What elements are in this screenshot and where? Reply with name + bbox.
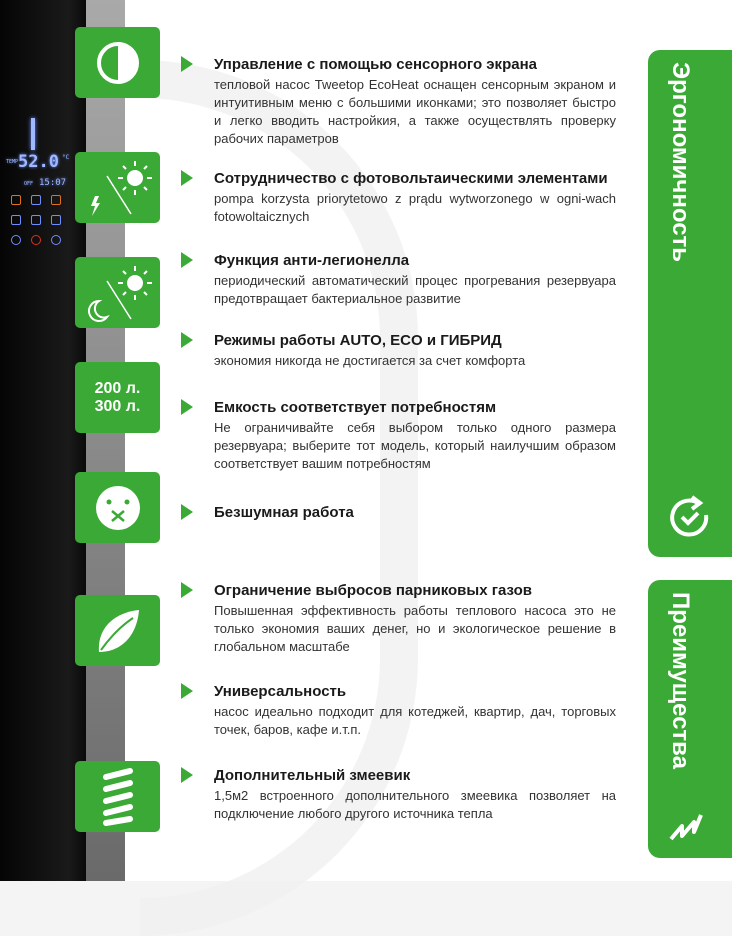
feature-title: Емкость соответствует потребностям: [214, 399, 497, 416]
half-circle-contrast-icon: [95, 40, 141, 86]
feature-title: Безшумная работа: [214, 504, 354, 521]
bullet-arrow-icon: [181, 56, 193, 72]
feature-title: Функция анти-легионелла: [214, 252, 410, 269]
down-icon[interactable]: [51, 235, 61, 245]
feature-coil: [214, 767, 616, 823]
feature-text: pompa korzysta priorytetowo z prądu wytworzonego w ogni-wach fotowoltaicznych: [214, 191, 616, 224]
feature-title: Режимы работы AUTO, ECO и ГИБРИД: [214, 332, 502, 349]
heat-pump-device: [0, 0, 86, 881]
bullet-arrow-icon: [181, 683, 193, 699]
bullet-arrow-icon: [181, 582, 193, 598]
settings-icon[interactable]: [31, 215, 41, 225]
feature-modes: [214, 332, 616, 370]
feature-text: экономия никогда не достигается за счет комфорта: [214, 353, 526, 368]
silent-icon-box: [75, 472, 160, 543]
leaf-icon: [93, 606, 143, 656]
bullet-arrow-icon: [181, 504, 193, 520]
power-icon[interactable]: [31, 235, 41, 245]
time-value: 15:07: [39, 178, 67, 188]
feature-title: Сотрудничество с фотовольтаическими элементами: [214, 170, 608, 187]
feature-title: Управление с помощью сенсорного экрана: [214, 56, 537, 73]
bullet-arrow-icon: [181, 170, 193, 186]
tab-label: Преимущества: [667, 592, 694, 769]
bullet-arrow-icon: [181, 767, 193, 783]
bullet-arrow-icon: [181, 399, 193, 415]
temp-label: TEMP: [6, 159, 19, 165]
bullet-arrow-icon: [181, 252, 193, 268]
feature-silent: [214, 504, 616, 524]
device-buttons: [11, 195, 63, 245]
schedule-icon[interactable]: [31, 195, 41, 205]
feature-text: тепловой насос Tweetop EcoHeat оснащен сенсорным экраном и интуитивным меню с большими иконками; это позволяет быстро и легко вводить настройкия, а также осуществлять проверку рабочих параметров: [214, 77, 616, 146]
feature-title: Дополнительный змеевик: [214, 767, 411, 784]
feature-text: насос идеально подходит для котеджей, квартир, дач, торговых точек, баров, кафе и.т.п.: [214, 704, 616, 737]
tab-label: Эргономичность: [667, 62, 694, 263]
up-icon[interactable]: [11, 235, 21, 245]
refresh-check-icon: [668, 495, 712, 539]
zigzag-icon: [668, 812, 704, 842]
capacity-300: 300 л.: [94, 397, 141, 415]
feature-text: Не ограничивайте себя выбором только одного размера резервуара; выберите тот модель, который наилучшим образом соответствует вашим потребностям: [214, 420, 616, 471]
moon-sun-icon: [83, 263, 153, 323]
temp-value: 52.0: [18, 152, 59, 172]
feature-touchscreen: [214, 56, 616, 148]
feature-text: периодический автоматический процес прогревания резервуара предотвращает бактериальное развитие: [214, 273, 616, 306]
tab-advantages: [648, 580, 732, 858]
check-icon[interactable]: [51, 195, 61, 205]
lightning-sun-icon: [83, 158, 153, 218]
feature-capacity: [214, 399, 616, 473]
feature-title: Ограничение выбросов парниковых газов: [214, 582, 532, 599]
touchscreen-icon-box: [75, 27, 160, 98]
tab-ergonomics: [648, 50, 732, 557]
mode-icon[interactable]: [11, 195, 21, 205]
silent-face-icon: [94, 484, 142, 532]
feature-text: Повышенная эффективность работы теплового насоса это не только экономия ваших денег, но и экологическое решение в глобальном масштабе: [214, 603, 616, 654]
coil-icon: [98, 767, 138, 827]
feature-anti-legionella: [214, 252, 616, 308]
bullet-arrow-icon: [181, 332, 193, 348]
pv-icon[interactable]: [51, 215, 61, 225]
fan-icon[interactable]: [11, 215, 21, 225]
feature-photovoltaic: [214, 170, 616, 226]
feature-universal: [214, 683, 616, 739]
photovoltaic-icon-box: [75, 152, 160, 223]
emissions-icon-box: [75, 595, 160, 666]
feature-emissions: [214, 582, 616, 656]
anti-legionella-icon-box: [75, 257, 160, 328]
temp-unit: °C: [62, 154, 70, 161]
capacity-icon-box: [75, 362, 160, 433]
coil-icon-box: [75, 761, 160, 832]
feature-text: 1,5м2 встроенного дополнительного змеевика позволяет на подключение любого другого источника тепла: [214, 788, 616, 821]
capacity-200: 200 л.: [94, 379, 141, 397]
level-bar: [31, 118, 35, 150]
feature-title: Универсальность: [214, 683, 347, 700]
time-label: OFF: [24, 181, 34, 187]
device-side: [86, 0, 125, 881]
